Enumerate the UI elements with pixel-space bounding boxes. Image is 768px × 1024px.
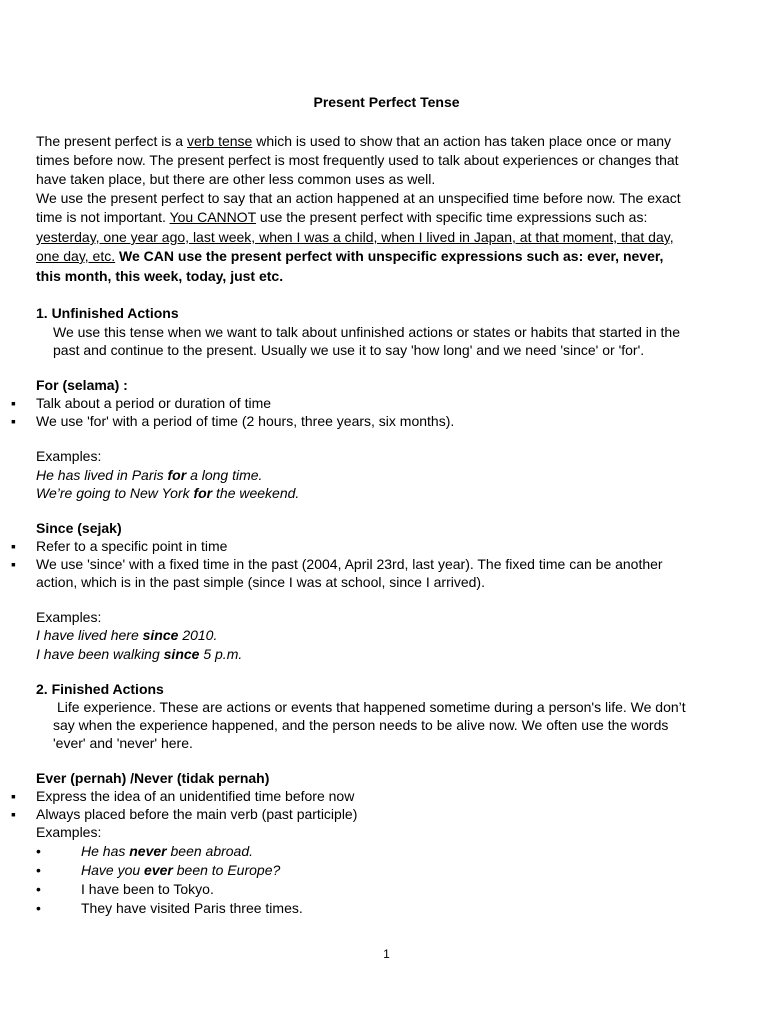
verb-tense-link[interactable]: verb tense: [186, 133, 253, 149]
intro-line-4: We use the present perfect to say that an action happened at an unspecified time before now. The exact: [36, 190, 681, 206]
square-bullet-icon: ▪: [11, 413, 16, 429]
ever-examples-label: Examples:: [36, 824, 102, 840]
example-text: I have been to Tokyo.: [81, 881, 214, 897]
intro-line-7: [36, 247, 736, 266]
intro-line-8: this month, this week, today, just etc.: [36, 268, 284, 284]
intro-text: The present perfect is a: [36, 133, 187, 149]
example-text: [81, 842, 253, 861]
bullet-text: Express the idea of an unidentified time before now: [36, 788, 355, 804]
example-text: I have lived here: [36, 627, 143, 643]
bullet-text: We use 'for' with a period of time (2 hours, three years, six months).: [36, 413, 455, 429]
square-bullet-icon: ▪: [11, 788, 16, 804]
section-2-heading: 2. Finished Actions: [36, 681, 164, 697]
example-text: We’re going to New York: [36, 485, 194, 501]
square-bullet-icon: ▪: [11, 395, 16, 411]
can-use-text: We CAN use the present perfect with unspecific expressions such as: ever, never,: [115, 248, 664, 264]
for-heading: For (selama) :: [36, 377, 128, 393]
page-title: Present Perfect Tense: [313, 94, 460, 110]
section-1-heading: 1. Unfinished Actions: [36, 305, 179, 321]
intro-text: which is used to show that an action has taken place once or many: [252, 133, 672, 149]
bullet-text: Always placed before the main verb (past participle): [36, 806, 358, 822]
example-part: Have you: [81, 862, 145, 878]
example-text: [81, 861, 280, 880]
ever-never-heading: Ever (pernah) /Never (tidak pernah): [36, 770, 270, 786]
round-bullet-icon: •: [36, 881, 41, 897]
page-number: 1: [383, 947, 390, 961]
example-text: They have visited Paris three times.: [81, 900, 303, 916]
since-example-2: [36, 645, 736, 664]
cannot-text: You CANNOT: [169, 209, 256, 225]
intro-text: time is not important.: [36, 209, 170, 225]
section-2-line-3: 'ever' and 'never' here.: [53, 735, 193, 751]
intro-line-5: [36, 208, 736, 227]
round-bullet-icon: •: [36, 862, 41, 878]
intro-text: use the present perfect with specific time expressions such as:: [255, 209, 648, 225]
example-text: I have been walking: [36, 646, 164, 662]
round-bullet-icon: •: [36, 900, 41, 916]
square-bullet-icon: ▪: [11, 538, 16, 554]
since-example-1: [36, 626, 736, 645]
for-example-1: [36, 466, 736, 485]
etc-text: one day, etc.: [36, 248, 116, 264]
example-text: 2010.: [178, 627, 218, 643]
bullet-text: Refer to a specific point in time: [36, 538, 228, 554]
keyword: for: [167, 467, 187, 483]
square-bullet-icon: ▪: [11, 806, 16, 822]
keyword: for: [193, 485, 213, 501]
example-part: He has: [81, 843, 130, 859]
intro-line-2: times before now. The present perfect is most frequently used to talk about experiences or changes that: [36, 152, 679, 168]
square-bullet-icon: ▪: [11, 556, 16, 572]
keyword: ever: [144, 862, 173, 878]
keyword: since: [142, 627, 179, 643]
section-1-line-2: past and continue to the present. Usually we use it to say 'how long' and we need 'since' or 'for'.: [53, 342, 645, 358]
keyword: never: [129, 843, 167, 859]
bullet-text: Talk about a period or duration of time: [36, 395, 272, 411]
intro-line-6: yesterday, one year ago, last week, when I was a child, when I lived in Japan, at that moment, that day,: [36, 229, 674, 245]
round-bullet-icon: •: [36, 843, 41, 859]
since-heading: Since (sejak): [36, 520, 122, 536]
section-1-line-1: We use this tense when we want to talk about unfinished actions or states or habits that started in the: [53, 324, 680, 340]
for-examples-label: Examples:: [36, 448, 102, 464]
section-2-line-1: Life experience. These are actions or events that happened sometime during a person's life. We don’t: [57, 699, 686, 715]
for-example-2: [36, 484, 736, 503]
example-part: been abroad.: [166, 843, 254, 859]
intro-line-1: [36, 132, 736, 151]
keyword: since: [163, 646, 200, 662]
example-text: He has lived in Paris: [36, 467, 168, 483]
example-text: the weekend.: [212, 485, 300, 501]
example-text: a long time.: [186, 467, 263, 483]
intro-line-3: have taken place, but there are other less common uses as well.: [36, 171, 436, 187]
example-part: been to Europe?: [172, 862, 281, 878]
bullet-text: We use 'since' with a fixed time in the past (2004, April 23rd, last year). The fixed time can be another: [36, 556, 663, 572]
example-text: 5 p.m.: [199, 646, 243, 662]
since-bullet-2-cont: action, which is in the past simple (since I was at school, since I arrived).: [36, 574, 485, 590]
section-2-line-2: say when the experience happened, and the person needs to be alive now. We often use the words: [53, 717, 669, 733]
since-examples-label: Examples:: [36, 609, 102, 625]
